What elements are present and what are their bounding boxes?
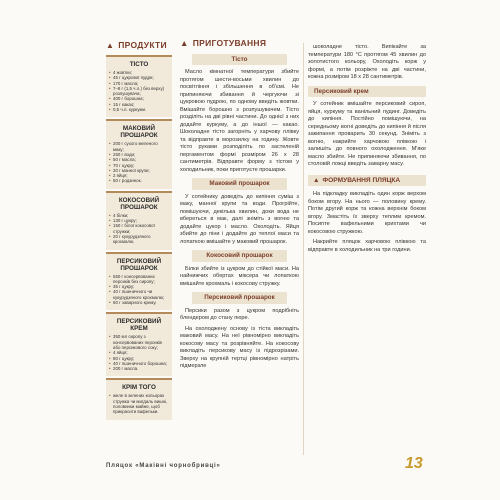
page-number: 13: [405, 455, 423, 472]
dough-subheading: Тісто: [192, 54, 287, 66]
ingredient-group: [106, 191, 172, 250]
ingredient-list: [109, 213, 169, 245]
chef-hat-icon: ▲: [106, 40, 115, 50]
ingredient-item: • 400 г борошна;: [109, 96, 169, 101]
ingredient-item: • 250 г води;: [109, 152, 169, 157]
ingredient-item: • 4 жовтки;: [109, 70, 169, 75]
ingredient-item: • 15 г какао;: [109, 102, 169, 107]
ingredient-group: [106, 252, 172, 311]
forming-heading: [308, 175, 426, 187]
cream-text: У сотейник вмішайте персиковий сироп, яйця, куркуму та ванільний пудинг. Доведіть до кипіння. Постійно помішуючи, на середньому вогні доведіть до кипіння й після закипання проварить 30 секунд. Зніміть з вогню, накрийте харчовою плівкою і залишіть до повного охолодження. М'яке масло збийте. Не припиняючи збивання, по столовій ложці введіть заварну масу.: [308, 101, 426, 167]
ingredient-item: • 45 г цукрової пудри;: [109, 75, 169, 80]
column-divider: [303, 43, 304, 455]
dough-text: Масло кімнатної температури збийте протягом шести-восьми хвилин до посвітління і збільшення в об'ємі. Не припиняючи збивання й чергуючи зі цукровою пудрою, по одному введіть жовтки. Вмішайте борошно з розпушувачем. Тісто розділіть на дві рівні частини. До однієї з них додайте куркуму, а до іншої — какао. Шоколадне тісто загорніть у харчову плівку та відправте в морозилку на годину. Жовте тісто руками розподіліть по застеленій пергаментом формі розміром 26 х 28 сантиметрів. Відправте форму з тістом у холодильник, поки приготуєте прошарки.: [180, 69, 299, 173]
ingredient-list: [109, 274, 169, 306]
ingredient-item: • 170 г масла;: [109, 81, 169, 86]
chef-hat-icon: ▲: [313, 176, 320, 184]
baking-text: шоколадне тісто. Випікайте за температури 180 °C протягом 45 хвилин до золотистого кольору, Охолодіть корж у формі, а потім розріжте на дві частини, кожна розміром 18 х 28 сантиметрів.: [308, 44, 426, 80]
ingredient-item: • 80 г цукру;: [109, 356, 169, 361]
ingredient-item: • 70 г цукру;: [109, 163, 169, 168]
ingredient-item: • 2 яйця;: [109, 173, 169, 178]
ingredient-group: [106, 55, 172, 117]
ingredient-item: • 200 г масла.: [109, 366, 169, 371]
ingredient-item: • 20 г кукурудзяного крохмалю.: [109, 234, 169, 245]
ingredient-item: • 0,5 ч.л. куркуми.: [109, 107, 169, 112]
coconut-text: Білки збийте із цукром до стійкої маси. На найнижчих обертах міксера чи лопаткою вмішайте крохмаль і кокосову стружку.: [180, 265, 299, 287]
ingredient-group-title: ПЕРСИКОВИЙ ПРОШАРОК: [116, 257, 162, 272]
ingredient-item: • 4 білки;: [109, 213, 169, 218]
method-title: ПРИГОТУВАННЯ: [192, 38, 267, 48]
ingredient-item: • 50 г родзинок.: [109, 178, 169, 183]
peach-text-1: Персики разом з цукром подрібніть блендером до стану пюре.: [180, 307, 299, 321]
chef-hat-icon: ▲: [180, 38, 189, 48]
ingredient-item: • 50 г масла;: [109, 157, 169, 162]
ingredients-title: ПРОДУКТИ: [118, 40, 167, 50]
ingredient-item: • 130 г цукру;: [109, 218, 169, 223]
ingredient-list: [109, 393, 169, 414]
ingredient-item: • 40 г пшеничного чи кукурудзяного крохмалю;: [109, 289, 169, 300]
ingredient-list: [109, 334, 169, 371]
ingredient-item: • 4 яйця;: [109, 350, 169, 355]
ingredient-item: • 150 г білої кокосової стружки;: [109, 223, 169, 234]
ingredient-group: [106, 378, 172, 419]
coconut-subheading: Кокосовий прошарок: [192, 250, 287, 262]
ingredient-item: • 550 г консервованих персиків без сиропу;: [109, 274, 169, 285]
method-heading: [180, 40, 299, 48]
peach-subheading: Персиковий прошарок: [192, 292, 287, 304]
forming-text-1: На підкладку викладіть один корж верхом боком вгору. На нього — половину крему. Потім другий корж та кожна верхнім боком вгору. Змастіть їх зверху теплим кремом. Посипте вафельними крихтами чи кокосовою стружкою.: [308, 191, 426, 235]
ingredient-group-title: КРІМ ТОГО: [122, 384, 156, 392]
right-column: [308, 44, 426, 257]
ingredient-group-title: КОКОСОВИЙ ПРОШАРОК: [118, 196, 160, 211]
ingredient-item: • 7–8 г (1,5 ч.л.) без верху) розпушувача;: [109, 86, 169, 97]
ingredient-group-title: ТІСТО: [129, 61, 149, 68]
poppy-text: У сотейнику доведіть до кипіння суміш з маку, манної крупи та води. Прогрійте, помішуючи, декілька хвилин, доки вода не вбереться в мак, далі зніміть з вогню та додайте цукор і масло. Охолодіть. Яйця збийте до піни і додайте до теплої маси та лопаткою вмішайте у маковий прошарок.: [180, 193, 299, 245]
ingredient-list: [109, 70, 169, 112]
peach-text-2: На охолоджену основу із тіста викладіть маковий масу. На неї рівномірно викладіть кокосову масу та розрівняйте. На кокосову викладіть персикову масу із підрозрізами. Зверху на крупній тертці рівномірно натріть підмерзле: [180, 325, 299, 369]
ingredients-heading: [106, 40, 172, 50]
ingredient-item: • желе в зелених кольорах стружка чи мигдаль вишні, половинки майже, щоб прикрасити вафельки.: [109, 393, 169, 414]
footer-book-title: Пляцок «Маківні чорнобривці»: [106, 463, 221, 469]
ingredient-item: • 350 мл сиропу з консервованих персиків або персикового соку;: [109, 334, 169, 350]
ingredient-group-title: МАКОВИЙ ПРОШАРОК: [120, 125, 158, 140]
ingredient-list: [109, 141, 169, 183]
cream-subheading: Персиковий крем: [308, 86, 426, 98]
poppy-subheading: Маковий прошарок: [192, 178, 287, 190]
ingredient-item: • 20 г манної крупи;: [109, 168, 169, 173]
ingredient-group: [106, 312, 172, 376]
ingredient-item: • 40 г пшеничного борошна;: [109, 361, 169, 366]
forming-title: ФОРМУВАННЯ ПЛЯЦКА: [322, 176, 401, 184]
ingredient-item: • 60 г заварного крему.: [109, 300, 169, 305]
ingredient-group-title: ПЕРСИКОВИЙ КРЕМ: [116, 318, 162, 333]
ingredient-item: • 35 г цукру;: [109, 284, 169, 289]
ingredients-column: [106, 40, 172, 420]
forming-text-2: Накрийте пляцок харчовою плівкою та відправте в холодильник на три години.: [308, 239, 426, 253]
ingredient-group: [106, 119, 172, 188]
method-column: [180, 40, 299, 374]
ingredient-item: • 200 г сухого меленого маку;: [109, 141, 169, 152]
